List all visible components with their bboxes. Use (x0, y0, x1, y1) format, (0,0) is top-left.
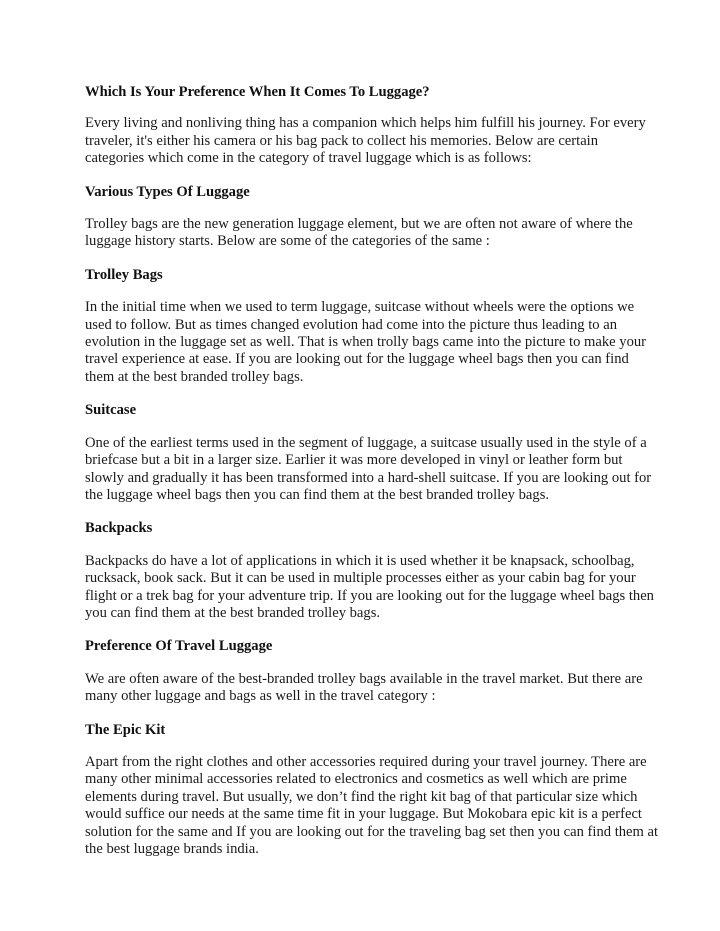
section-heading-trolley: Trolley Bags (85, 266, 163, 283)
section-body-suitcase: One of the earliest terms used in the segment of luggage, a suitcase usually used in the style of a briefcase but a bit in a larger size. Earlier it was more developed in vinyl or leather form but slowly and gradually it has been transformed into a hard-shell suitcase. If you are looking out for the luggage wheel bags then you can find them at the best branded trolley bags. (85, 434, 652, 503)
intro-paragraph: Every living and nonliving thing has a companion which helps him fulfill his journey. For every traveler, it's either his camera or his bag pack to collect his memories. Below are certain categories which come in the category of travel luggage which is as follows: (85, 115, 646, 167)
section-body-backpacks: Backpacks do have a lot of applications in which it is used whether it be knapsack, schoolbag, rucksack, book sack. But it can be used in multiple processes either as your cabin bag for your flight or a trek bag for your adventure trip. If you are looking out for the luggage wheel bags then you can find them at the best branded trolley bags. (85, 552, 654, 621)
section-heading-preference: Preference Of Travel Luggage (85, 638, 273, 655)
section-body-trolley: In the initial time when we used to term luggage, suitcase without wheels were the options we used to follow. But as times changed evolution had come into the picture thus leading to an evolution in the luggage set as well. That is when trolly bags came into the picture to make your travel experience at ease. If you are looking out for the luggage wheel bags then you can find them at the best branded trolley bags. (85, 299, 647, 385)
section-heading-epic-kit: The Epic Kit (85, 721, 166, 738)
section-heading-suitcase: Suitcase (85, 402, 137, 419)
section-heading-types: Various Types Of Luggage (85, 183, 250, 200)
section-heading-backpacks: Backpacks (85, 520, 153, 537)
section-body-types: Trolley bags are the new generation luggage element, but we are often not aware of where the luggage history starts. Below are some of the categories of the same : (85, 216, 633, 250)
document-title: Which Is Your Preference When It Comes To Luggage? (85, 84, 430, 100)
section-body-preference: We are often aware of the best-branded trolley bags available in the travel market. But there are many other luggage and bags as well in the travel category : (85, 670, 643, 705)
section-body-epic-kit: Apart from the right clothes and other accessories required during your travel journey. There are many other minimal accessories related to electronics and cosmetics as well which are prime elements during travel. But usually, we don’t find the right kit bag of that particular size which would suffice our needs at the same time fit in your luggage. But Mokobara epic kit is a perfect solution for the same and If you are looking out for the traveling bag set then you can find them at the best luggage brands india. (85, 753, 659, 857)
